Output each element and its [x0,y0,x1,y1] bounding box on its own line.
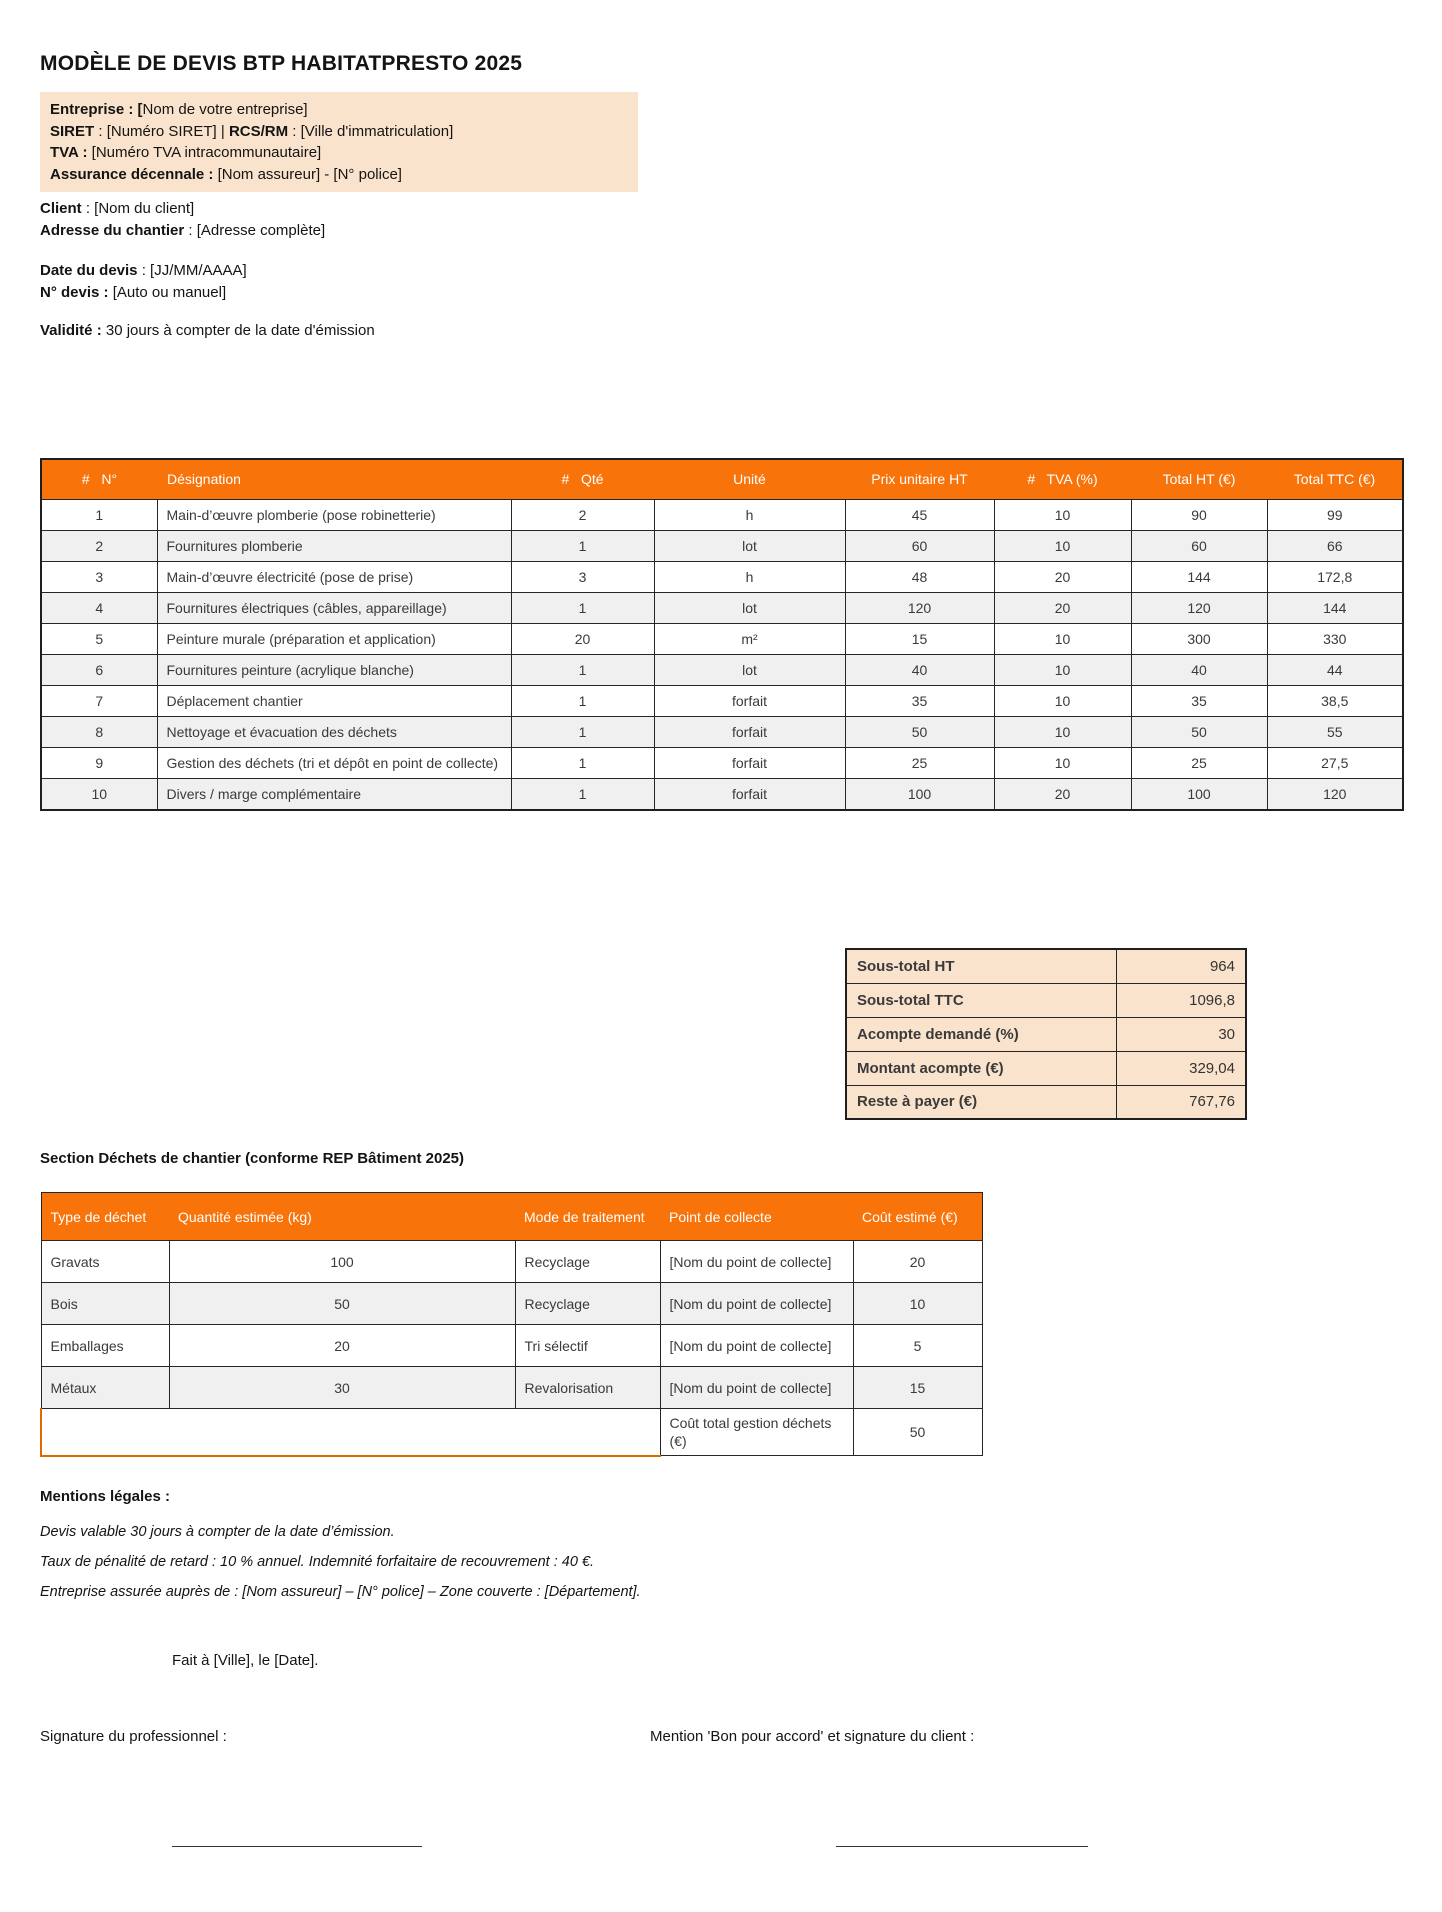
item-vat: 10 [994,716,1131,747]
quote-date-line: Date du devis : [JJ/MM/AAAA] [40,262,247,279]
item-unit: lot [654,530,845,561]
total-label: Acompte demandé (%) [846,1017,1116,1051]
item-designation: Déplacement chantier [157,685,511,716]
col-header-collect-point: Point de collecte [660,1193,853,1241]
total-value: 1096,8 [1116,983,1246,1017]
col-header-vat: # TVA (%) [994,459,1131,499]
item-total-ht: 60 [1131,530,1267,561]
item-designation: Main-d’œuvre plomberie (pose robinetterie) [157,499,511,530]
item-total-ht: 90 [1131,499,1267,530]
item-total-ttc: 55 [1267,716,1403,747]
waste-cost: 20 [853,1241,982,1283]
total-label: Sous-total TTC [846,983,1116,1017]
company-insurance-line: Assurance décennale : [Nom assureur] - [N° police] [50,165,402,183]
item-qty: 1 [511,654,654,685]
legal-block [40,1488,641,1607]
waste-section-title: Section Déchets de chantier (conforme REP Bâtiment 2025) [40,1150,465,1167]
total-row-subtotal-ttc [846,983,1246,1017]
item-vat: 10 [994,654,1131,685]
item-vat: 10 [994,685,1131,716]
item-designation: Main-d’œuvre électricité (pose de prise) [157,561,511,592]
legal-line-penalty: Taux de pénalité de retard : 10 % annuel. Indemnité forfaitaire de recouvrement : 40 €. [40,1554,595,1570]
items-header-row [41,459,1403,499]
item-unit-price: 15 [845,623,994,654]
col-header-waste-qty: Quantité estimée (kg) [169,1193,515,1241]
item-qty: 1 [511,592,654,623]
validity-line: Validité : 30 jours à compter de la date d'émission [40,322,375,339]
item-qty: 1 [511,530,654,561]
waste-table [40,1192,983,1457]
col-header-no: # N° [41,459,157,499]
item-row [41,654,1403,685]
waste-total-label: Coût total gestion déchets (€) [660,1409,853,1456]
item-total-ht: 50 [1131,716,1267,747]
col-header-total-ttc: Total TTC (€) [1267,459,1403,499]
company-tva-line: TVA : [Numéro TVA intracommunautaire] [50,144,322,161]
waste-qty: 50 [169,1283,515,1325]
item-qty: 3 [511,561,654,592]
item-unit: lot [654,592,845,623]
legal-line-insurance: Entreprise assurée auprès de : [Nom assureur] – [N° police] – Zone couverte : [Département]. [40,1584,641,1600]
site-address-line: Adresse du chantier : [Adresse complète] [40,222,326,239]
company-name-line: Entreprise : [Nom de votre entreprise] [50,101,308,118]
total-label: Reste à payer (€) [846,1085,1116,1119]
item-unit: lot [654,654,845,685]
item-qty: 1 [511,716,654,747]
total-value: 767,76 [1116,1085,1246,1119]
item-unit: forfait [654,685,845,716]
waste-qty: 20 [169,1325,515,1367]
item-unit-price: 35 [845,685,994,716]
item-unit: forfait [654,716,845,747]
client-signature-label: Mention 'Bon pour accord' et signature du client : [650,1728,975,1745]
item-vat: 10 [994,530,1131,561]
waste-collect-point: [Nom du point de collecte] [660,1241,853,1283]
made-at-line: Fait à [Ville], le [Date]. [172,1652,319,1669]
item-row [41,561,1403,592]
item-no: 6 [41,654,157,685]
pro-signature-label: Signature du professionnel : [40,1728,227,1745]
item-row [41,623,1403,654]
item-designation: Fournitures peinture (acrylique blanche) [157,654,511,685]
item-unit-price: 50 [845,716,994,747]
waste-total-spacer [41,1409,660,1456]
item-total-ttc: 99 [1267,499,1403,530]
total-value: 329,04 [1116,1051,1246,1085]
item-qty: 20 [511,623,654,654]
waste-row [41,1241,982,1283]
total-value: 964 [1116,949,1246,983]
waste-total-value: 50 [853,1409,982,1456]
total-row-balance-due [846,1085,1246,1119]
waste-qty: 100 [169,1241,515,1283]
item-designation: Nettoyage et évacuation des déchets [157,716,511,747]
items-table [40,458,1404,811]
waste-treatment: Revalorisation [515,1367,660,1409]
col-header-waste-type: Type de déchet [41,1193,169,1241]
item-vat: 20 [994,561,1131,592]
item-total-ht: 300 [1131,623,1267,654]
client-block [40,198,325,242]
quote-number-line: N° devis : [Auto ou manuel] [40,284,227,301]
item-designation: Peinture murale (préparation et application) [157,623,511,654]
item-total-ttc: 38,5 [1267,685,1403,716]
waste-row [41,1367,982,1409]
item-designation: Divers / marge complémentaire [157,778,511,810]
total-row-deposit-amount [846,1051,1246,1085]
item-row [41,747,1403,778]
item-no: 5 [41,623,157,654]
item-total-ht: 144 [1131,561,1267,592]
item-qty: 1 [511,685,654,716]
page-title: MODÈLE DE DEVIS BTP HABITATPRESTO 2025 [40,52,523,75]
waste-row [41,1325,982,1367]
item-qty: 1 [511,778,654,810]
item-vat: 10 [994,623,1131,654]
total-row-deposit-pct [846,1017,1246,1051]
item-row [41,592,1403,623]
item-designation: Fournitures électriques (câbles, appareillage) [157,592,511,623]
waste-type: Gravats [41,1241,169,1283]
item-row [41,716,1403,747]
waste-header-row [41,1193,982,1241]
total-value: 30 [1116,1017,1246,1051]
item-unit: h [654,561,845,592]
item-designation: Gestion des déchets (tri et dépôt en point de collecte) [157,747,511,778]
waste-cost: 10 [853,1283,982,1325]
legal-heading: Mentions légales : [40,1488,171,1505]
item-row [41,499,1403,530]
company-siret-line: SIRET : [Numéro SIRET] | RCS/RM : [Ville d'immatriculation] [50,122,454,140]
col-header-unit-price: Prix unitaire HT [845,459,994,499]
item-total-ht: 100 [1131,778,1267,810]
waste-collect-point: [Nom du point de collecte] [660,1367,853,1409]
item-no: 9 [41,747,157,778]
item-unit-price: 60 [845,530,994,561]
item-total-ttc: 330 [1267,623,1403,654]
item-total-ht: 120 [1131,592,1267,623]
item-vat: 20 [994,592,1131,623]
item-vat: 20 [994,778,1131,810]
quote-meta-block [40,260,247,304]
item-unit-price: 120 [845,592,994,623]
col-header-designation: Désignation [157,459,511,499]
col-header-unit: Unité [654,459,845,499]
waste-cost: 15 [853,1367,982,1409]
client-name-line: Client : [Nom du client] [40,200,195,217]
col-header-waste-cost: Coût estimé (€) [853,1193,982,1241]
item-no: 10 [41,778,157,810]
item-unit-price: 48 [845,561,994,592]
item-total-ht: 25 [1131,747,1267,778]
total-label: Montant acompte (€) [846,1051,1116,1085]
pro-signature-line [172,1846,422,1847]
waste-treatment: Tri sélectif [515,1325,660,1367]
company-info-block [40,92,638,192]
waste-type: Métaux [41,1367,169,1409]
waste-type: Bois [41,1283,169,1325]
totals-table [845,948,1247,1120]
item-unit-price: 45 [845,499,994,530]
waste-total-row [41,1409,982,1456]
item-qty: 2 [511,499,654,530]
waste-treatment: Recyclage [515,1241,660,1283]
item-vat: 10 [994,499,1131,530]
item-unit-price: 25 [845,747,994,778]
item-total-ht: 35 [1131,685,1267,716]
item-qty: 1 [511,747,654,778]
item-no: 1 [41,499,157,530]
waste-cost: 5 [853,1325,982,1367]
item-unit-price: 100 [845,778,994,810]
item-total-ttc: 44 [1267,654,1403,685]
waste-type: Emballages [41,1325,169,1367]
item-no: 3 [41,561,157,592]
item-total-ttc: 66 [1267,530,1403,561]
col-header-qty: # Qté [511,459,654,499]
item-unit: m² [654,623,845,654]
item-no: 8 [41,716,157,747]
item-no: 4 [41,592,157,623]
waste-collect-point: [Nom du point de collecte] [660,1325,853,1367]
item-no: 7 [41,685,157,716]
item-unit: forfait [654,778,845,810]
item-row [41,685,1403,716]
item-total-ttc: 27,5 [1267,747,1403,778]
legal-line-validity: Devis valable 30 jours à compter de la date d’émission. [40,1524,395,1540]
total-label: Sous-total HT [846,949,1116,983]
item-row [41,778,1403,810]
item-total-ttc: 120 [1267,778,1403,810]
client-signature-line [836,1846,1088,1847]
item-row [41,530,1403,561]
waste-collect-point: [Nom du point de collecte] [660,1283,853,1325]
item-no: 2 [41,530,157,561]
item-designation: Fournitures plomberie [157,530,511,561]
col-header-waste-treatment: Mode de traitement [515,1193,660,1241]
item-unit: forfait [654,747,845,778]
item-vat: 10 [994,747,1131,778]
item-total-ht: 40 [1131,654,1267,685]
item-total-ttc: 172,8 [1267,561,1403,592]
validity-block [40,320,375,342]
total-row-subtotal-ht [846,949,1246,983]
col-header-total-ht: Total HT (€) [1131,459,1267,499]
item-unit: h [654,499,845,530]
item-total-ttc: 144 [1267,592,1403,623]
waste-qty: 30 [169,1367,515,1409]
waste-row [41,1283,982,1325]
item-unit-price: 40 [845,654,994,685]
waste-treatment: Recyclage [515,1283,660,1325]
